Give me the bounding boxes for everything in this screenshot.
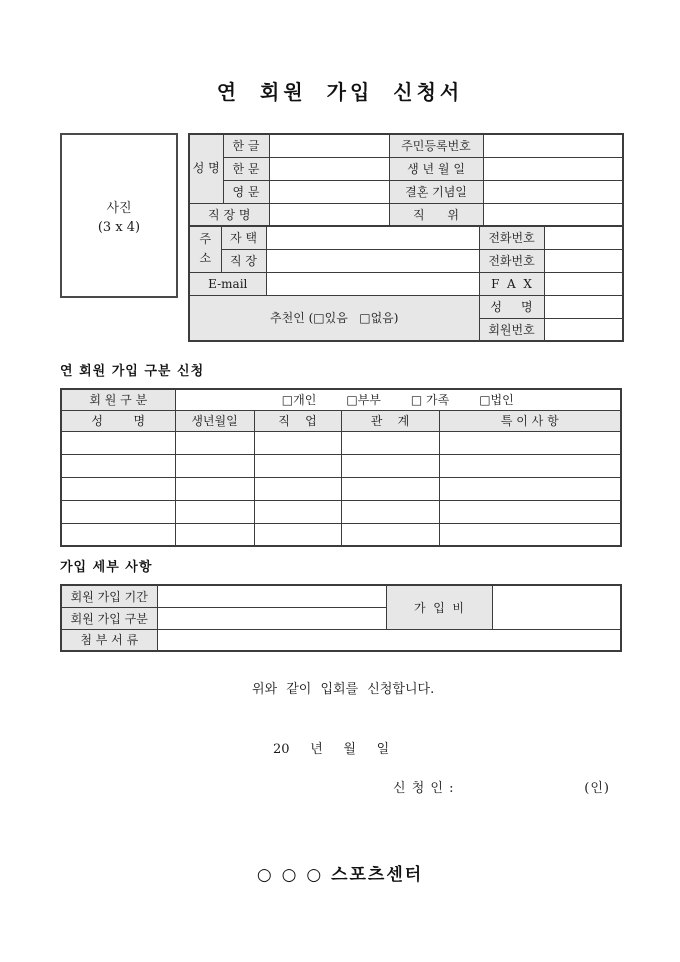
personal-info-table xyxy=(188,133,622,342)
checkbox-option-individual: □개인 xyxy=(281,393,317,408)
member-row-3 xyxy=(61,477,621,500)
name-english-label: 영 문 xyxy=(223,180,269,203)
name-hanja-field xyxy=(269,157,389,180)
personal-info-lower xyxy=(188,225,624,342)
name-english-field xyxy=(269,180,389,203)
seal-label: (인) xyxy=(584,781,610,796)
referrer-label: 추천인 (□있음 □없음) xyxy=(189,295,479,341)
col-header-name: 성 명 xyxy=(61,410,175,431)
home-phone-field xyxy=(544,226,623,249)
home-phone-label: 전화번호 xyxy=(479,226,544,249)
membership-type-detail-field xyxy=(157,607,386,629)
details-table xyxy=(60,584,622,652)
email-label: E-mail xyxy=(189,272,266,295)
referrer-member-no-field xyxy=(544,318,623,341)
workplace-label: 직 장 명 xyxy=(189,203,269,226)
member-row-2 xyxy=(61,454,621,477)
membership-table xyxy=(60,388,622,547)
col-header-relation: 관 계 xyxy=(341,410,439,431)
membership-period-label: 회원 가입 기간 xyxy=(61,585,157,607)
referrer-member-no-label: 회원번호 xyxy=(479,318,544,341)
col-header-birthdate: 생년월일 xyxy=(175,410,254,431)
name-hanja-label: 한 문 xyxy=(223,157,269,180)
referrer-name-field xyxy=(544,295,623,318)
name-group-label: 성 명 xyxy=(189,134,223,203)
position-label: 직 위 xyxy=(389,203,483,226)
membership-type-section xyxy=(60,360,620,547)
member-row-5 xyxy=(61,523,621,546)
fax-field xyxy=(544,272,623,295)
birth-date-field xyxy=(483,157,623,180)
address-work-field xyxy=(266,249,479,272)
checkbox-option-family: □ 가족 xyxy=(410,393,450,408)
address-home-field xyxy=(266,226,479,249)
checkbox-option-corporate: □법인 xyxy=(479,393,514,408)
documents-field xyxy=(157,629,621,651)
email-field xyxy=(266,272,479,295)
resident-no-label: 주민등록번호 xyxy=(389,134,483,157)
col-header-notes: 특 이 사 항 xyxy=(439,410,621,431)
name-hangul-label: 한 글 xyxy=(223,134,269,157)
address-home-label: 자 택 xyxy=(221,226,266,249)
checkbox-option-couple: □부부 xyxy=(346,393,381,408)
work-phone-label: 전화번호 xyxy=(479,249,544,272)
address-work-label: 직 장 xyxy=(221,249,266,272)
fee-label: 가 입 비 xyxy=(386,585,492,629)
membership-type-detail-label: 회원 가입 구분 xyxy=(61,607,157,629)
anniversary-field xyxy=(483,180,623,203)
membership-section-title: 연 회원 가입 구분 신청 xyxy=(60,364,205,379)
details-section-title: 가입 세부 사항 xyxy=(60,560,153,575)
workplace-field xyxy=(269,203,389,226)
applicant-label: 신 청 인 : xyxy=(393,781,455,796)
membership-period-field xyxy=(157,585,386,607)
position-field xyxy=(483,203,623,226)
birth-date-label: 생 년 월 일 xyxy=(389,157,483,180)
organization-name: ○ ○ ○ 스포츠센터 xyxy=(256,865,424,885)
anniversary-label: 결혼 기념일 xyxy=(389,180,483,203)
member-type-label: 회 원 구 분 xyxy=(61,389,175,410)
name-hangul-field xyxy=(269,134,389,157)
member-row-4 xyxy=(61,500,621,523)
photo-box-label: 사진 xyxy=(106,200,132,216)
referrer-name-label: 성 명 xyxy=(479,295,544,318)
photo-box xyxy=(60,133,178,298)
photo-box-size: (3 x 4) xyxy=(97,219,141,235)
col-header-occupation: 직 업 xyxy=(254,410,341,431)
member-type-options xyxy=(175,389,621,410)
registration-details-section xyxy=(60,556,620,652)
resident-no-field xyxy=(483,134,623,157)
fee-field xyxy=(492,585,621,629)
closing-statement: 위와 같이 입회를 신청합니다. xyxy=(252,682,435,697)
applicant-line xyxy=(393,777,610,796)
member-row-1 xyxy=(61,431,621,454)
personal-info-upper xyxy=(188,133,624,227)
date-line: 20 년 월 일 xyxy=(273,742,390,757)
work-phone-field xyxy=(544,249,623,272)
fax-label: F A X xyxy=(479,272,544,295)
page-title: 연 회원 가입 신청서 xyxy=(216,80,464,104)
documents-label: 첨 부 서 류 xyxy=(61,629,157,651)
address-group-label: 주 소 xyxy=(189,226,221,272)
